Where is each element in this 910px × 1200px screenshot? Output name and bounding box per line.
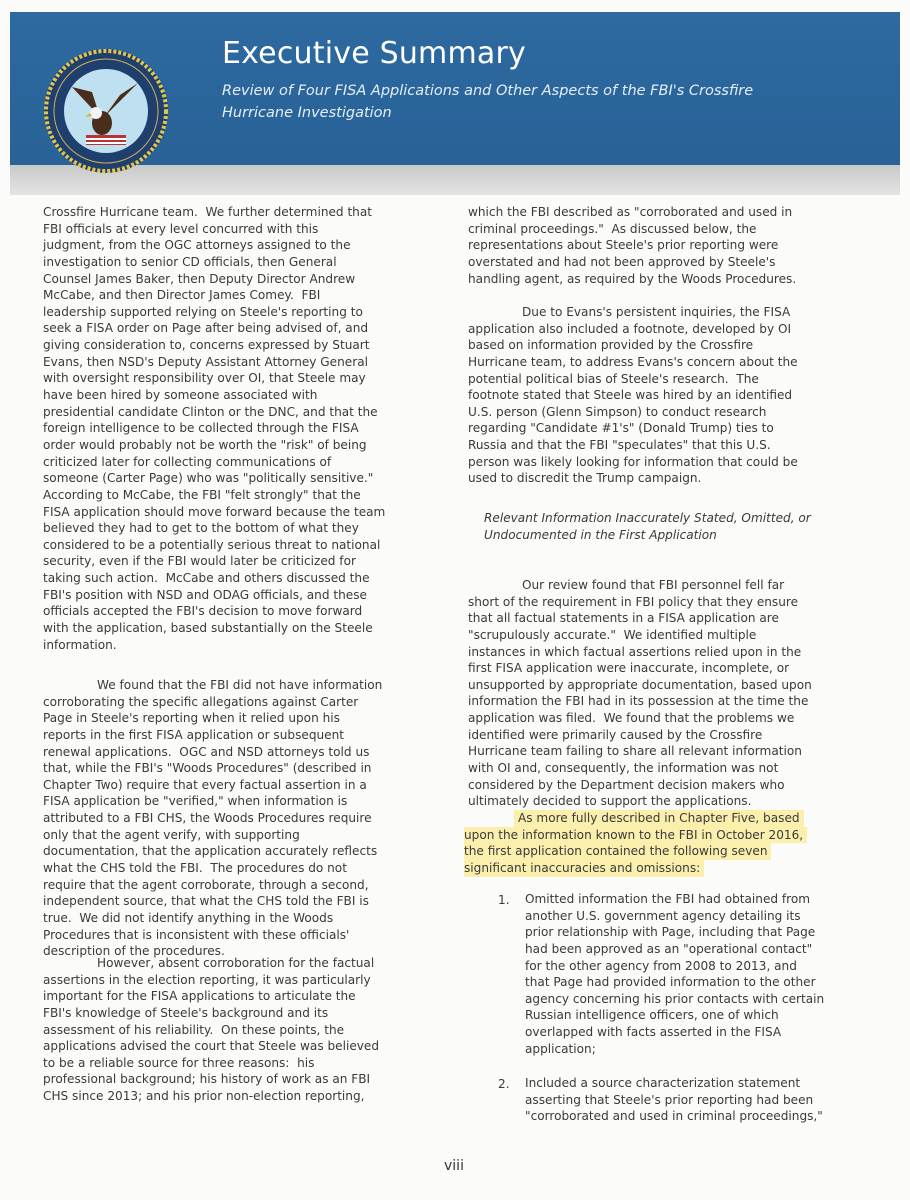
text-line: Undocumented in the First Application (484, 527, 717, 542)
text-line: Our review found that FBI personnel fell far (522, 578, 785, 592)
text-line: require that the agent corroborate, through a second, (43, 877, 369, 892)
text-line: "scrupulously accurate." We identified multiple (468, 627, 757, 642)
text-line: Page in Steele's reporting when it relied upon his (43, 711, 340, 726)
right-paragraph-1 (468, 204, 796, 287)
text-line: prior relationship with Page, including that Page (525, 925, 816, 940)
text-line: description of the procedures. (43, 944, 225, 959)
text-line: assessment of his reliability. On these points, the (43, 1022, 345, 1037)
highlighted-paragraph (464, 810, 807, 877)
list-number: 1. (498, 893, 510, 907)
text-line: representations about Steele's prior reporting were (468, 238, 779, 253)
text-line: leadership supported relying on Steele's reporting to (43, 304, 363, 319)
text-line: someone (Carter Page) who was "politically sensitive." (43, 471, 374, 486)
text-line: which the FBI described as "corroborated and used in (468, 205, 793, 219)
text-line: that all factual statements in a FISA application are (468, 611, 779, 626)
text-line: "corroborated and used in criminal proceedings," (525, 1109, 823, 1124)
text-line: Due to Evans's persistent inquiries, the FISA (522, 305, 791, 319)
text-line: with oversight responsibility over OI, that Steele may (43, 371, 366, 386)
text-line: attributed to a FBI CHS, the Woods Procedures require (43, 811, 372, 826)
text-line: only that the agent verify, with supporting (43, 827, 300, 842)
text-line: upon the information known to the FBI in October 2016, (464, 827, 807, 844)
text-line: professional background; his history of work as an FBI (43, 1072, 371, 1087)
text-line: significant inaccuracies and omissions: (464, 860, 704, 877)
left-paragraph-1 (43, 204, 385, 653)
text-line: Evans, then NSD's Deputy Assistant Attorney General (43, 354, 368, 369)
text-line: had been approved as an "operational contact" (525, 941, 813, 956)
text-line: criticized later for collecting communications of (43, 454, 332, 469)
doj-oig-seal-icon (42, 47, 170, 175)
text-line: important for the FISA applications to articulate the (43, 989, 356, 1004)
text-line: seek a FISA order on Page after being advised of, and (43, 321, 369, 336)
text-line: Included a source characterization statement (525, 1076, 801, 1090)
text-line: with OI and, consequently, the information was not (468, 761, 779, 776)
text-line: Russia and that the FBI "speculates" that this U.S. (468, 438, 771, 453)
text-line: taking such action. McCabe and others discussed the (43, 571, 370, 586)
text-line: considered to be a potentially serious threat to national (43, 537, 381, 552)
text-line: true. We did not identify anything in the Woods (43, 910, 334, 925)
list-item-1 (525, 891, 824, 1057)
text-line: renewal applications. OGC and NSD attorneys told us (43, 744, 370, 759)
text-line: that Page had provided information to the other (525, 975, 816, 990)
text-line: giving consideration to, concerns expressed by Stuart (43, 338, 370, 353)
text-line: overlapped with facts asserted in the FISA (525, 1025, 782, 1040)
text-line: judgment, from the OGC attorneys assigned to the (43, 238, 351, 253)
text-line: independent source, that what the CHS told the FBI is (43, 894, 369, 909)
text-line: reports in the first FISA application or subsequent (43, 727, 345, 742)
text-line: for the other agency from 2008 to 2013, and (525, 958, 797, 973)
subtitle-line: Review of Four FISA Applications and Other Aspects of the FBI's Crossfire (222, 83, 754, 99)
left-paragraph-2 (43, 677, 382, 960)
text-line: FBI's position with NSD and ODAG officials, and these (43, 587, 367, 602)
text-line: Hurricane team, to address Evans's concern about the (468, 354, 798, 369)
text-line: officials accepted the FBI's decision to move forward (43, 604, 363, 619)
text-line: documentation, that the application accurately reflects (43, 844, 378, 859)
text-line: According to McCabe, the FBI "felt strongly" that the (43, 487, 361, 502)
text-line: application also included a footnote, developed by OI (468, 321, 792, 336)
text-line: security, even if the FBI would later be criticized for (43, 554, 356, 569)
text-line: what the CHS told the FBI. The procedures do not (43, 861, 347, 876)
text-line: FBI's knowledge of Steele's background and its (43, 1005, 329, 1020)
text-line: used to discredit the Trump campaign. (468, 471, 702, 486)
page-number: viii (444, 1158, 464, 1174)
text-line: However, absent corroboration for the factual (97, 956, 375, 970)
text-line: Procedures that is inconsistent with these officials' (43, 927, 350, 942)
text-line: footnote stated that Steele was hired by an identified (468, 388, 793, 403)
text-line: potential political bias of Steele's research. The (468, 371, 759, 386)
text-line: first FISA application were inaccurate, incomplete, or (468, 661, 790, 676)
text-line: investigation to senior CD officials, then General (43, 254, 337, 269)
text-line: information the FBI had in its possession at the time the (468, 694, 809, 709)
text-line: to be a reliable source for three reasons: his (43, 1055, 315, 1070)
text-line: McCabe, and then Director James Comey. FBI (43, 288, 321, 303)
text-line: the first application contained the following seven (464, 843, 771, 860)
text-line: ultimately decided to support the applications. (468, 794, 752, 809)
text-line: FISA application be "verified," when information is (43, 794, 348, 809)
text-line: criminal proceedings." As discussed below, the (468, 221, 757, 236)
text-line: handling agent, as required by the Woods Procedures. (468, 271, 797, 286)
text-line: U.S. person (Glenn Simpson) to conduct research (468, 404, 767, 419)
text-line: order would probably not be worth the "risk" of being (43, 437, 367, 452)
text-line: regarding "Candidate #1's" (Donald Trump) ties to (468, 421, 774, 436)
text-line: foreign intelligence to be collected through the FISA (43, 421, 359, 436)
text-line: FBI officials at every level concurred with this (43, 221, 319, 236)
text-line: Relevant Information Inaccurately Stated, Omitted, or (484, 511, 811, 525)
text-line: considered by the Department decision makers who (468, 777, 785, 792)
section-heading (484, 510, 811, 543)
right-paragraph-3 (468, 577, 812, 810)
text-line: corroborating the specific allegations against Carter (43, 694, 359, 709)
text-line: application; (525, 1041, 596, 1056)
text-line: Crossfire Hurricane team. We further determined that (43, 205, 373, 219)
text-line: presidential candidate Clinton or the DNC, and that the (43, 404, 378, 419)
text-line: person was likely looking for information that could be (468, 454, 798, 469)
list-item-2 (525, 1075, 823, 1125)
text-line: CHS since 2013; and his prior non-election reporting, (43, 1089, 365, 1104)
subtitle-line: Hurricane Investigation (222, 105, 392, 121)
text-line: We found that the FBI did not have information (97, 678, 383, 692)
text-line: Russian intelligence officers, one of which (525, 1008, 779, 1023)
text-line: based on information provided by the Crossfire (468, 338, 754, 353)
text-line: identified were primarily caused by the Crossfire (468, 727, 763, 742)
text-line: information. (43, 637, 117, 652)
list-number: 2. (498, 1077, 510, 1091)
text-line: another U.S. government agency detailing its (525, 908, 801, 923)
left-paragraph-3 (43, 955, 379, 1105)
text-line: Omitted information the FBI had obtained from (525, 892, 811, 906)
text-line: asserting that Steele's prior reporting had been (525, 1092, 814, 1107)
text-line: Hurricane team failing to share all relevant information (468, 744, 802, 759)
text-line: FISA application should move forward because the team (43, 504, 386, 519)
text-line: that, while the FBI's "Woods Procedures" (described in (43, 761, 372, 776)
text-line: Counsel James Baker, then Deputy Director Andrew (43, 271, 356, 286)
text-line: Chapter Two) require that every factual assertion in a (43, 777, 367, 792)
right-paragraph-2 (468, 304, 798, 487)
text-line: believed they had to get to the bottom of what they (43, 521, 359, 536)
text-line: agency concerning his prior contacts with certain (525, 991, 825, 1006)
text-line: instances in which factual assertions relied upon in the (468, 644, 802, 659)
page-subtitle (222, 80, 753, 124)
text-line: application was filed. We found that the problems we (468, 711, 795, 726)
text-line: with the application, based substantially on the Steele (43, 621, 373, 636)
page-title: Executive Summary (222, 36, 526, 71)
text-line: short of the requirement in FBI policy that they ensure (468, 594, 799, 609)
text-line: As more fully described in Chapter Five, based (514, 810, 804, 827)
text-line: assertions in the election reporting, it was particularly (43, 972, 371, 987)
text-line: overstated and had not been approved by Steele's (468, 254, 776, 269)
text-line: unsupported by appropriate documentation, based upon (468, 677, 812, 692)
text-line: have been hired by someone associated with (43, 388, 318, 403)
text-line: applications advised the court that Steele was believed (43, 1039, 380, 1054)
